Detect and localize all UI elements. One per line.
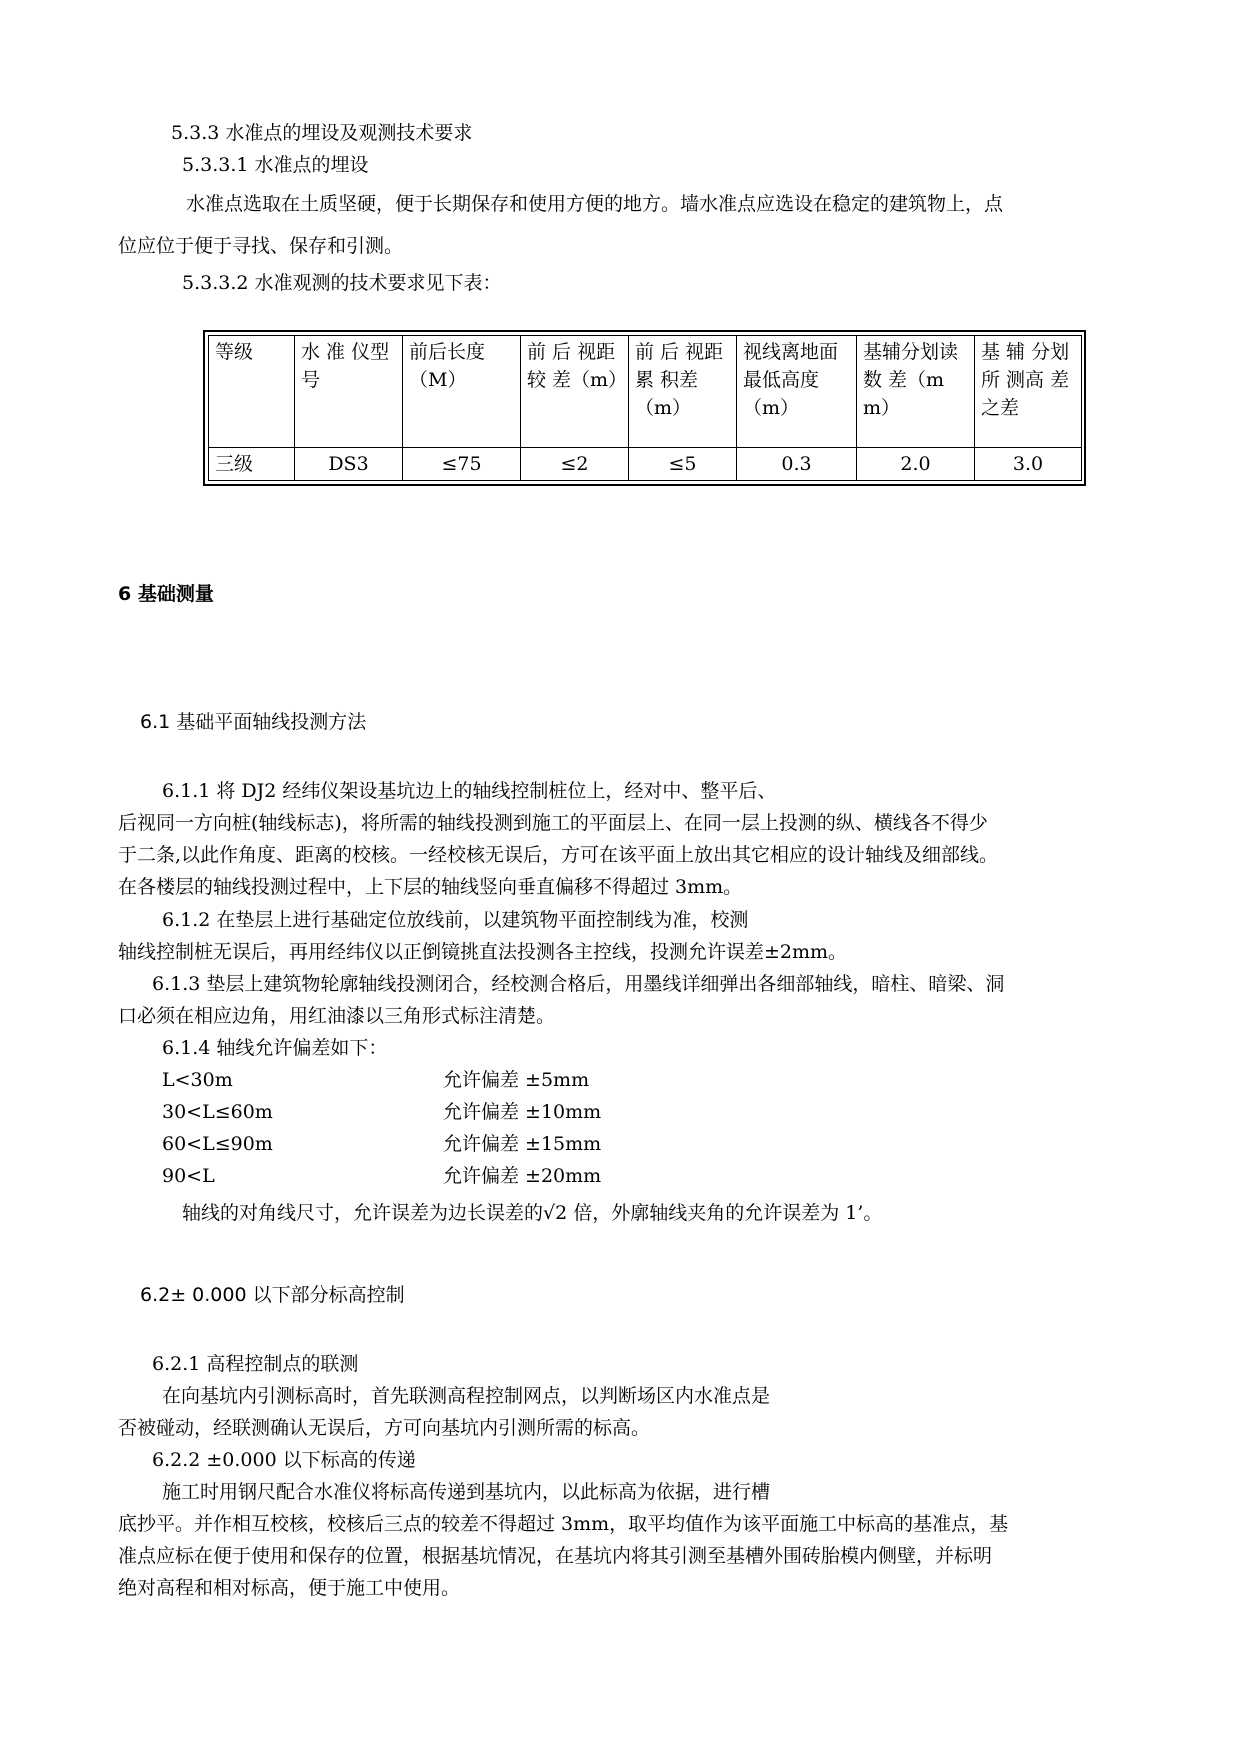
paragraph-line: 6.1.3 垫层上建筑物轮廓轴线投测闭合，经校测合格后，用墨线详细弹出各细部轴线，暗柱、暗梁、洞 [152, 973, 1005, 995]
chapter-title: 6 基础测量 [118, 583, 214, 605]
table-cell: DS3 [295, 448, 403, 481]
table-cell: 2.0 [857, 448, 975, 481]
table-header-cell: 等级 [209, 336, 295, 448]
section-title: 6.1 基础平面轴线投测方法 [140, 711, 367, 733]
paragraph-line: 底抄平。并作相互校核，校核后三点的较差不得超过 3mm，取平均值作为该平面施工中标高的基准点，基 [118, 1513, 1009, 1535]
table-header-cell: 视线离地面最低高度（m） [737, 336, 857, 448]
paragraph-line: 6.1.4 轴线允许偏差如下： [162, 1037, 388, 1059]
table-header-cell: 前 后 视距 累 积差（m） [629, 336, 737, 448]
paragraph-line: 位应位于便于寻找、保存和引测。 [118, 235, 404, 257]
table-cell: 0.3 [737, 448, 857, 481]
table-cell: 3.0 [975, 448, 1082, 481]
paragraph-line: 施工时用钢尺配合水准仪将标高传递到基坑内，以此标高为依据，进行槽 [162, 1481, 771, 1503]
level-survey-table [203, 330, 1086, 486]
table-header-row [209, 336, 1082, 448]
paragraph-line: 后视同一方向桩(轴线标志)，将所需的轴线投测到施工的平面层上、在同一层上投测的纵、横线各不得少 [118, 812, 988, 834]
tolerance-range: 60<L≤90m [162, 1133, 273, 1155]
table-header-cell: 前后长度（M） [403, 336, 521, 448]
paragraph-line: 否被碰动，经联测确认无误后，方可向基坑内引测所需的标高。 [118, 1417, 651, 1439]
tolerance-range: 90<L [162, 1165, 215, 1187]
subsection-title: 5.3.3.2 水准观测的技术要求见下表： [182, 272, 502, 294]
paragraph-line: 准点应标在便于使用和保存的位置，根据基坑情况，在基坑内将其引测至基槽外围砖胎模内侧壁，并标明 [118, 1545, 993, 1567]
section-title: 5.3.3 水准点的埋设及观测技术要求 [171, 122, 473, 144]
paragraph-line: 在各楼层的轴线投测过程中，上下层的轴线竖向垂直偏移不得超过 3mm。 [118, 876, 743, 898]
table-header-cell: 水 准 仪型号 [295, 336, 403, 448]
tolerance-value: 允许偏差 ±10mm [443, 1101, 602, 1123]
paragraph-line: 口必须在相应边角，用红油漆以三角形式标注清楚。 [118, 1005, 556, 1027]
table-cell: ≤75 [403, 448, 521, 481]
section-title: 6.2± 0.000 以下部分标高控制 [140, 1284, 405, 1306]
table-cell: ≤5 [629, 448, 737, 481]
table-row [209, 448, 1082, 481]
subsection-title: 6.2.1 高程控制点的联测 [152, 1353, 359, 1375]
paragraph-line: 于二条,以此作角度、距离的校核。一经校核无误后，方可在该平面上放出其它相应的设计轴线及细部线。 [118, 844, 999, 866]
tolerance-range: 30<L≤60m [162, 1101, 273, 1123]
table-header-cell: 基辅分划读 数 差（mm） [857, 336, 975, 448]
tolerance-value: 允许偏差 ±15mm [443, 1133, 602, 1155]
table-cell: 三级 [209, 448, 295, 481]
paragraph-line: 水准点选取在土质坚硬，便于长期保存和使用方便的地方。墙水准点应选设在稳定的建筑物上，点 [186, 193, 1004, 215]
paragraph-line: 绝对高程和相对标高，便于施工中使用。 [118, 1577, 461, 1599]
table-cell: ≤2 [521, 448, 629, 481]
tolerance-value: 允许偏差 ±5mm [443, 1069, 590, 1091]
tolerance-value: 允许偏差 ±20mm [443, 1165, 602, 1187]
paragraph-line: 在向基坑内引测标高时，首先联测高程控制网点，以判断场区内水准点是 [162, 1385, 771, 1407]
table-header-cell: 前 后 视距 较 差（m） [521, 336, 629, 448]
subsection-title: 6.2.2 ±0.000 以下标高的传递 [152, 1449, 416, 1471]
subsection-title: 5.3.3.1 水准点的埋设 [182, 154, 369, 176]
table-header-cell: 基 辅 分划 所 测高 差 之差 [975, 336, 1082, 448]
paragraph-line: 6.1.2 在垫层上进行基础定位放线前，以建筑物平面控制线为准，校测 [162, 909, 749, 931]
paragraph-line: 轴线的对角线尺寸，允许误差为边长误差的√2 倍，外廓轴线夹角的允许误差为 1’。 [182, 1202, 883, 1224]
paragraph-line: 6.1.1 将 DJ2 经纬仪架设基坑边上的轴线控制桩位上，经对中、整平后、 [162, 780, 777, 802]
tolerance-range: L<30m [162, 1069, 233, 1091]
paragraph-line: 轴线控制桩无误后，再用经纬仪以正倒镜挑直法投测各主控线，投测允许误差±2mm。 [118, 941, 848, 963]
